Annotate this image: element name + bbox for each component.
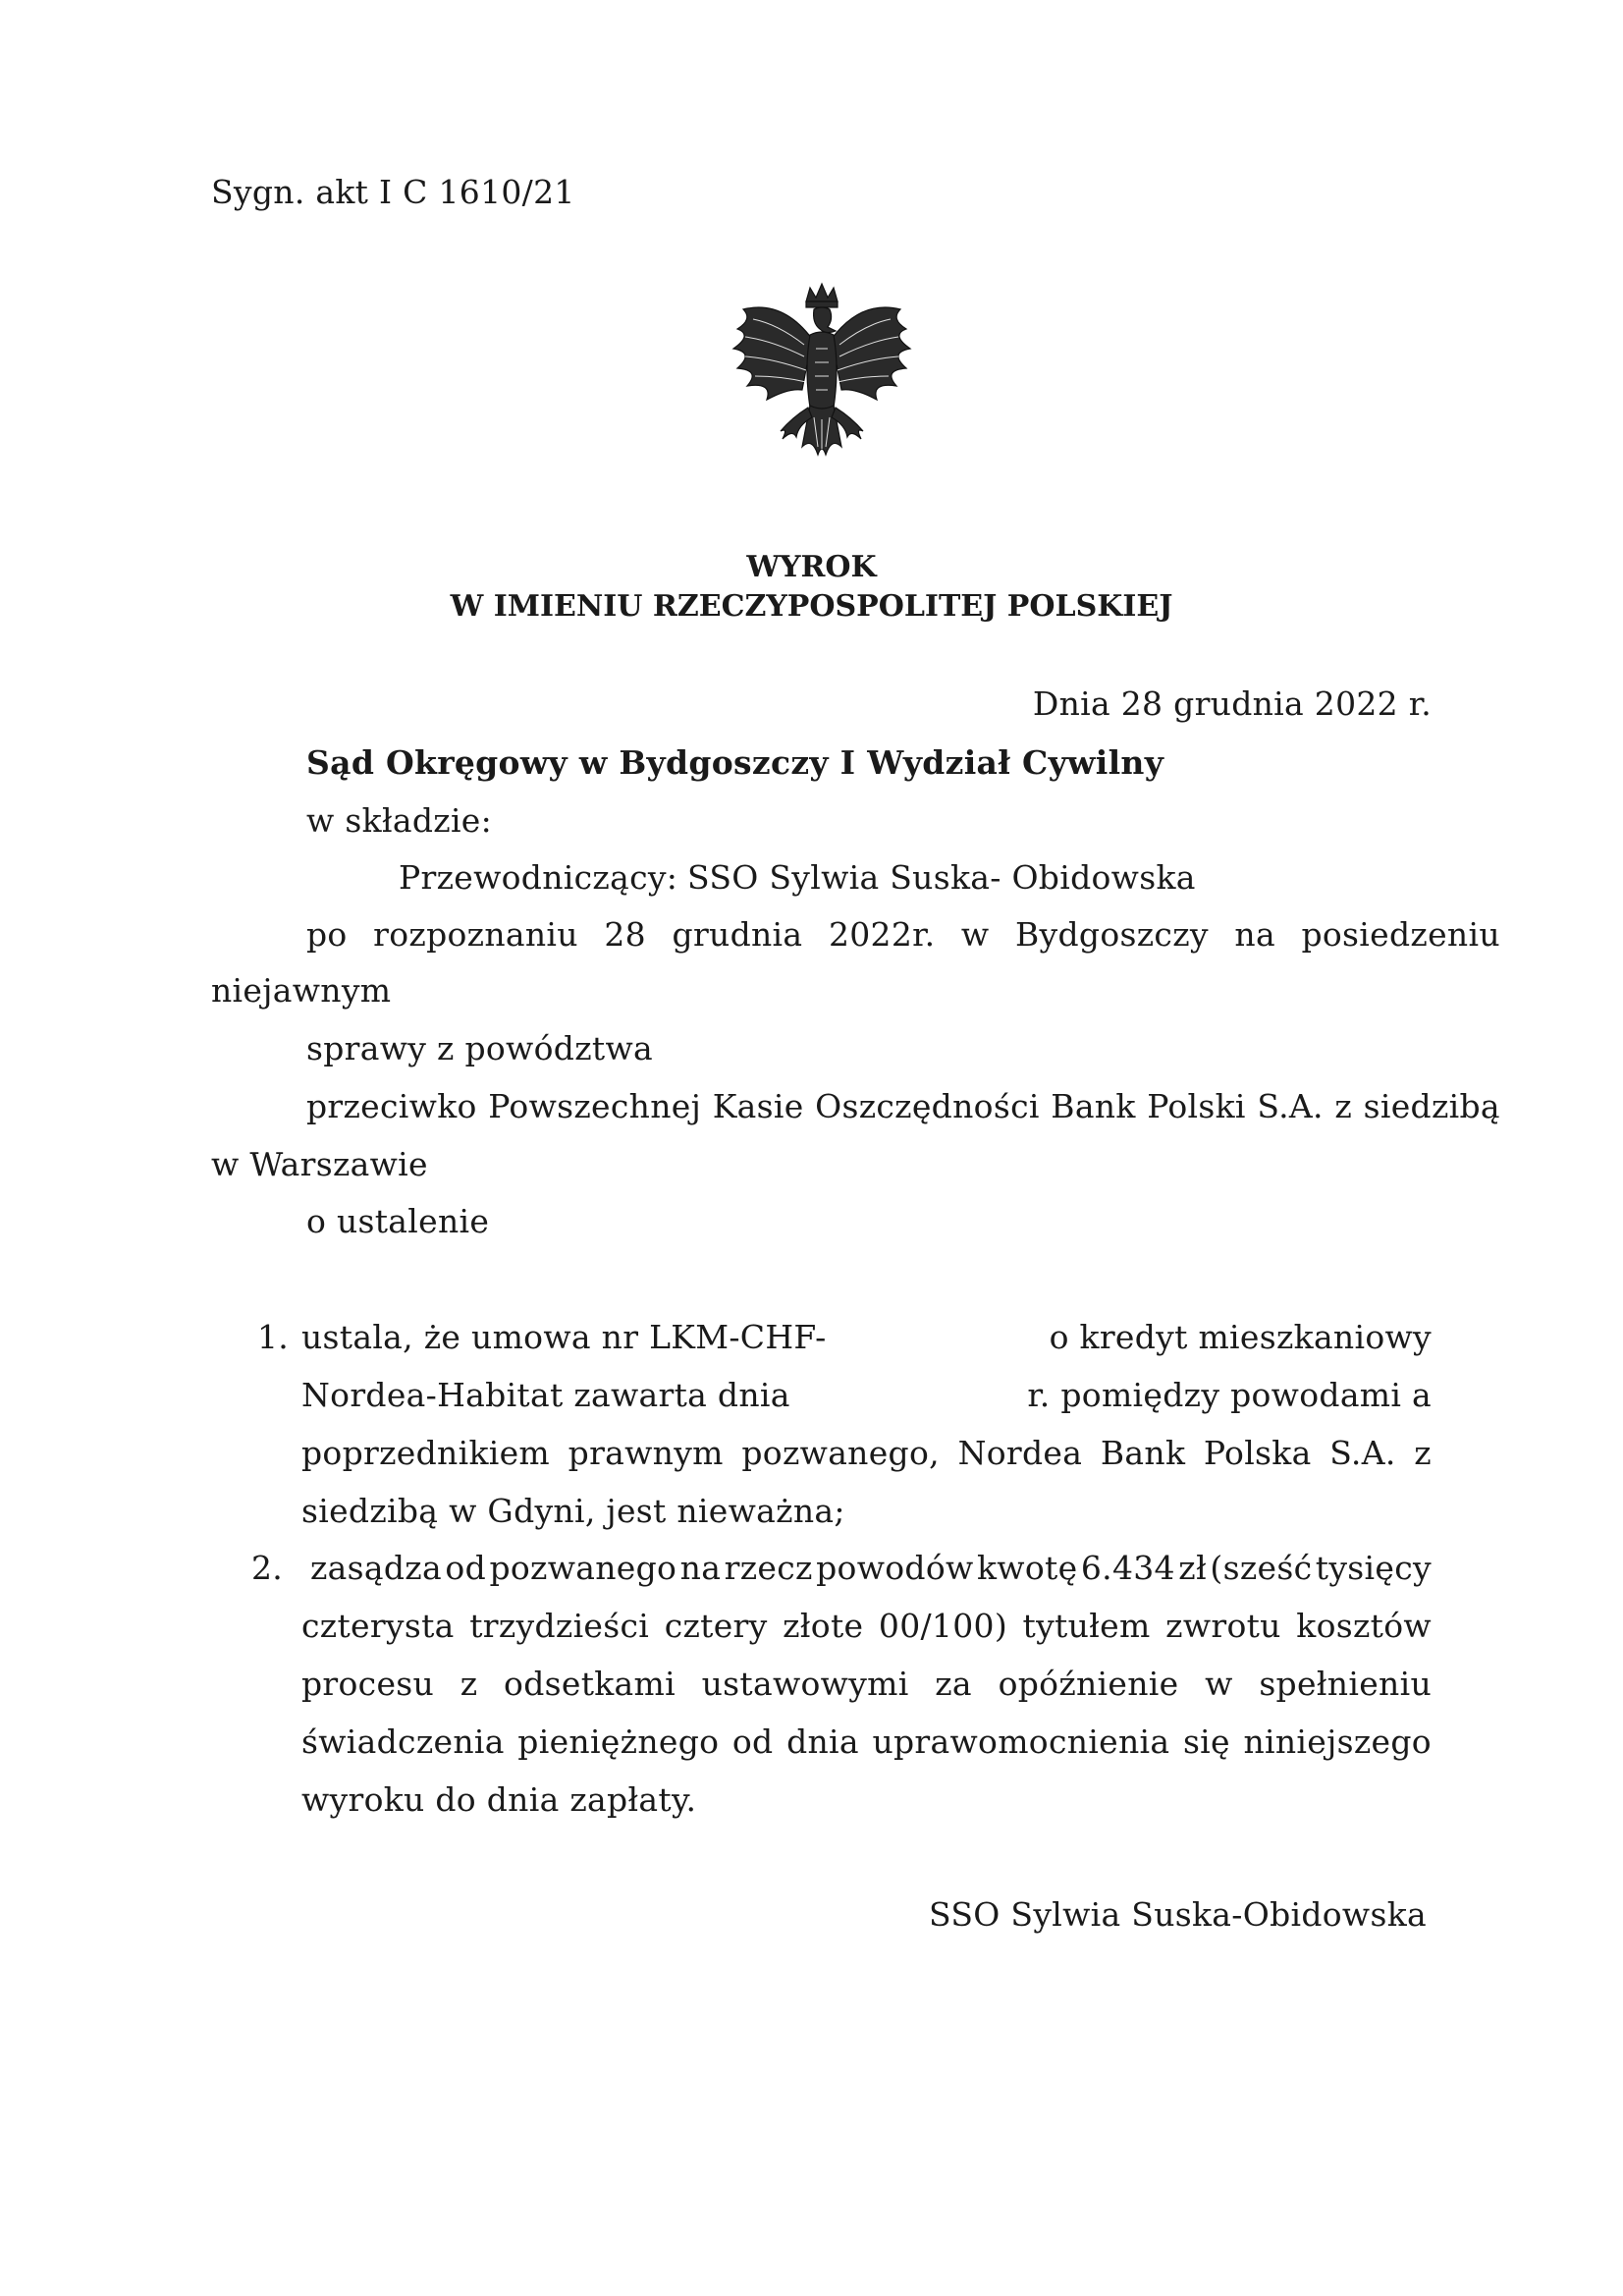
word: prawnym bbox=[568, 1434, 724, 1472]
item-number: 2. bbox=[251, 1549, 284, 1587]
word: Bank bbox=[1100, 1434, 1186, 1472]
word: od bbox=[731, 1722, 774, 1761]
word: rozpoznaniu bbox=[373, 915, 578, 954]
item2-line2 bbox=[301, 1607, 1432, 1646]
case-subject: o ustalenie bbox=[306, 1202, 490, 1240]
item1-line1-right: o kredyt mieszkaniowy bbox=[1049, 1318, 1432, 1356]
word: Powszechnej bbox=[488, 1087, 702, 1125]
word: rzecz bbox=[724, 1549, 813, 1587]
word: świadczenia bbox=[301, 1722, 505, 1761]
word: za bbox=[935, 1665, 972, 1703]
word: w bbox=[960, 915, 990, 954]
item1-line1-left: ustala, że umowa nr LKM-CHF- bbox=[301, 1318, 827, 1356]
word: spełnieniu bbox=[1259, 1665, 1432, 1703]
word: pieniężnego bbox=[517, 1722, 720, 1761]
word: powodów bbox=[816, 1549, 974, 1587]
item2-line1 bbox=[310, 1549, 1432, 1588]
word: S.A. bbox=[1257, 1087, 1324, 1125]
word: tytułem bbox=[1022, 1607, 1151, 1645]
word: złote bbox=[783, 1607, 864, 1645]
hearing-continuation: niejawnym bbox=[211, 971, 392, 1010]
word: zasądza bbox=[310, 1549, 442, 1587]
word: tysięcy bbox=[1315, 1549, 1432, 1587]
word: S.A. bbox=[1329, 1434, 1396, 1472]
word: siedzibą bbox=[1363, 1087, 1500, 1125]
polish-eagle-emblem bbox=[724, 280, 920, 494]
word: kwotę bbox=[977, 1549, 1078, 1587]
word: odsetkami bbox=[504, 1665, 676, 1703]
item2-line3 bbox=[301, 1665, 1432, 1704]
presiding-judge: SSO Sylwia Suska- Obidowska bbox=[687, 858, 1196, 897]
word: 28 bbox=[604, 915, 646, 954]
word: kosztów bbox=[1296, 1607, 1432, 1645]
item-number: 1. bbox=[257, 1318, 290, 1356]
word: 2022r. bbox=[828, 915, 936, 954]
word: cztery bbox=[664, 1607, 768, 1645]
defendant-line bbox=[306, 1087, 1500, 1126]
word: Polski bbox=[1147, 1087, 1246, 1125]
word: dnia bbox=[786, 1722, 859, 1761]
case-reference: Sygn. akt I C 1610/21 bbox=[211, 173, 575, 211]
presiding-label: Przewodniczący: bbox=[399, 858, 678, 897]
word: trzydzieści bbox=[469, 1607, 650, 1645]
item1-line3 bbox=[301, 1434, 1432, 1473]
judgment-subtitle: W IMIENIU RZECZYPOSPOLITEJ POLSKIEJ bbox=[450, 589, 1173, 624]
item1-line4: siedzibą w Gdyni, jest nieważna; bbox=[301, 1492, 845, 1530]
word: 00/100) bbox=[878, 1607, 1007, 1645]
word: ustawowymi bbox=[701, 1665, 909, 1703]
word: Nordea bbox=[957, 1434, 1083, 1472]
word: poprzednikiem bbox=[301, 1434, 551, 1472]
word: Kasie bbox=[712, 1087, 804, 1125]
word: niniejszego bbox=[1243, 1722, 1432, 1761]
word: (sześć bbox=[1210, 1549, 1313, 1587]
word: na bbox=[1234, 915, 1275, 954]
word: przeciwko bbox=[306, 1087, 477, 1125]
word: na bbox=[679, 1549, 722, 1587]
item2-line5: wyroku do dnia zapłaty. bbox=[301, 1780, 697, 1819]
word: Bank bbox=[1051, 1087, 1136, 1125]
judgment-date: Dnia 28 grudnia 2022 r. bbox=[1032, 684, 1432, 723]
word: po bbox=[306, 915, 348, 954]
word: Bydgoszczy bbox=[1015, 915, 1209, 954]
judge-signature: SSO Sylwia Suska-Obidowska bbox=[929, 1895, 1427, 1934]
defendant-continuation: w Warszawie bbox=[211, 1145, 428, 1183]
case-of-label: sprawy z powództwa bbox=[306, 1029, 653, 1067]
word: opóźnienie bbox=[998, 1665, 1179, 1703]
word: 6.434 bbox=[1080, 1549, 1175, 1587]
item2-line4 bbox=[301, 1722, 1432, 1762]
word: grudnia bbox=[672, 915, 803, 954]
word: pozwanego bbox=[489, 1549, 677, 1587]
word: posiedzeniu bbox=[1301, 915, 1500, 954]
word: Oszczędności bbox=[815, 1087, 1040, 1125]
item1-line2-left: Nordea-Habitat zawarta dnia bbox=[301, 1376, 790, 1414]
word: zwrotu bbox=[1165, 1607, 1281, 1645]
word: pozwanego, bbox=[741, 1434, 940, 1472]
word: w bbox=[1205, 1665, 1233, 1703]
word: czterysta bbox=[301, 1607, 455, 1645]
word: z bbox=[460, 1665, 478, 1703]
word: się bbox=[1182, 1722, 1230, 1761]
composition-label: w składzie: bbox=[306, 801, 493, 840]
word: z bbox=[1334, 1087, 1353, 1125]
court-name: Sąd Okręgowy w Bydgoszczy I Wydział Cywilny bbox=[306, 743, 1164, 782]
word: procesu bbox=[301, 1665, 435, 1703]
word: od bbox=[445, 1549, 486, 1587]
item1-line2-right: r. pomiędzy powodami a bbox=[1027, 1376, 1432, 1414]
hearing-line bbox=[306, 915, 1500, 955]
word: Polska bbox=[1203, 1434, 1312, 1472]
word: uprawomocnienia bbox=[872, 1722, 1170, 1761]
word: z bbox=[1414, 1434, 1432, 1472]
word: zł bbox=[1178, 1549, 1207, 1587]
judgment-title: WYROK bbox=[746, 550, 877, 584]
